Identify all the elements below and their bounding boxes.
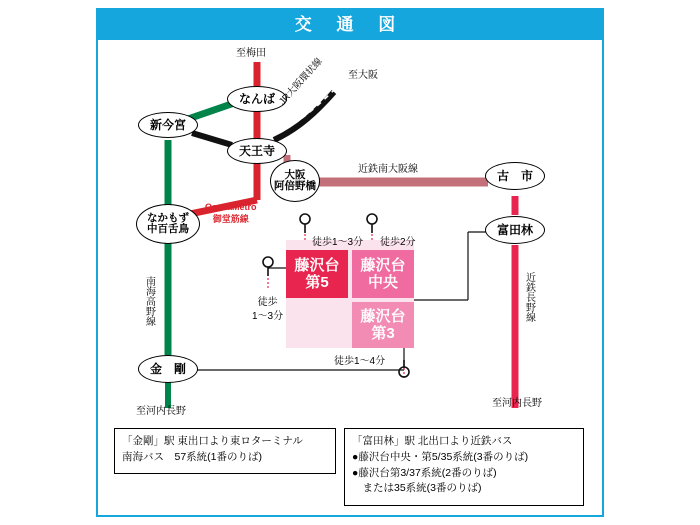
- label-to-kawachinagano-left: 至河内長野: [136, 406, 186, 417]
- label-jr-osaka-loop: JR大阪環状線: [277, 56, 325, 108]
- campus-block-fujisawadai-3[interactable]: 藤沢台 第3: [352, 302, 414, 348]
- label-to-osaka: 至大阪: [348, 70, 378, 81]
- station-tennoji[interactable]: 天王寺: [227, 138, 287, 164]
- label-to-umeda: 至梅田: [236, 48, 266, 59]
- label-walk-1-3-left: 徒歩 1〜3分: [252, 297, 284, 322]
- label-walk-2: 徒歩2分: [380, 237, 416, 248]
- station-nakamozu[interactable]: [136, 204, 200, 244]
- label-walk-1-4: 徒歩1〜4分: [334, 356, 386, 367]
- station-namba[interactable]: なんば: [227, 86, 287, 112]
- label-nankai-koya: 南海高野線: [143, 276, 155, 326]
- note-tondabayashi-bus: 「富田林」駅 北出口より近鉄バス ●藤沢台中央・第5/35系統(3番のりば) ●藤沢台第3/37系統(2番のりば) または35系統(3番のりば): [344, 428, 584, 506]
- station-tondabayashi[interactable]: 富田林: [485, 216, 545, 244]
- label-walk-1-3-top: 徒歩1〜3分: [312, 237, 364, 248]
- campus-block-fujisawadai-chuo[interactable]: 藤沢台 中央: [352, 250, 414, 298]
- bus-stop-icon-1: [300, 214, 310, 233]
- bus-stop-icon-2: [367, 214, 377, 233]
- label-kintetsu-minami-osaka: 近鉄南大阪線: [358, 164, 418, 175]
- station-kongo[interactable]: 金 剛: [138, 355, 198, 383]
- station-nakamozu-label: なかもず 中百舌鳥: [147, 211, 189, 235]
- note-kongo-bus: 「金剛」駅 東出口より東ロターミナル 南海バス 57系統(1番のりば): [114, 428, 336, 474]
- station-osaka-abenobashi[interactable]: [270, 160, 320, 202]
- campus-block-fujisawadai-5[interactable]: 藤沢台 第5: [286, 250, 348, 298]
- label-to-kawachinagano-right: 至河内長野: [492, 398, 542, 409]
- page-title: 交 通 図: [98, 10, 602, 40]
- station-shinimamiya[interactable]: 新今宮: [138, 112, 198, 138]
- station-osaka-abenobashi-label: 大阪 阿倍野橋: [274, 168, 316, 192]
- station-furuichi[interactable]: 古 市: [485, 162, 545, 190]
- label-osaka-metro-midosuji: OsakaMetro 御堂筋線: [205, 202, 257, 224]
- bus-stop-icon-3: [263, 257, 273, 276]
- line-jr-shinimamiya-tennoji: [192, 133, 232, 145]
- label-kintetsu-nagano: 近鉄長野線: [523, 272, 535, 322]
